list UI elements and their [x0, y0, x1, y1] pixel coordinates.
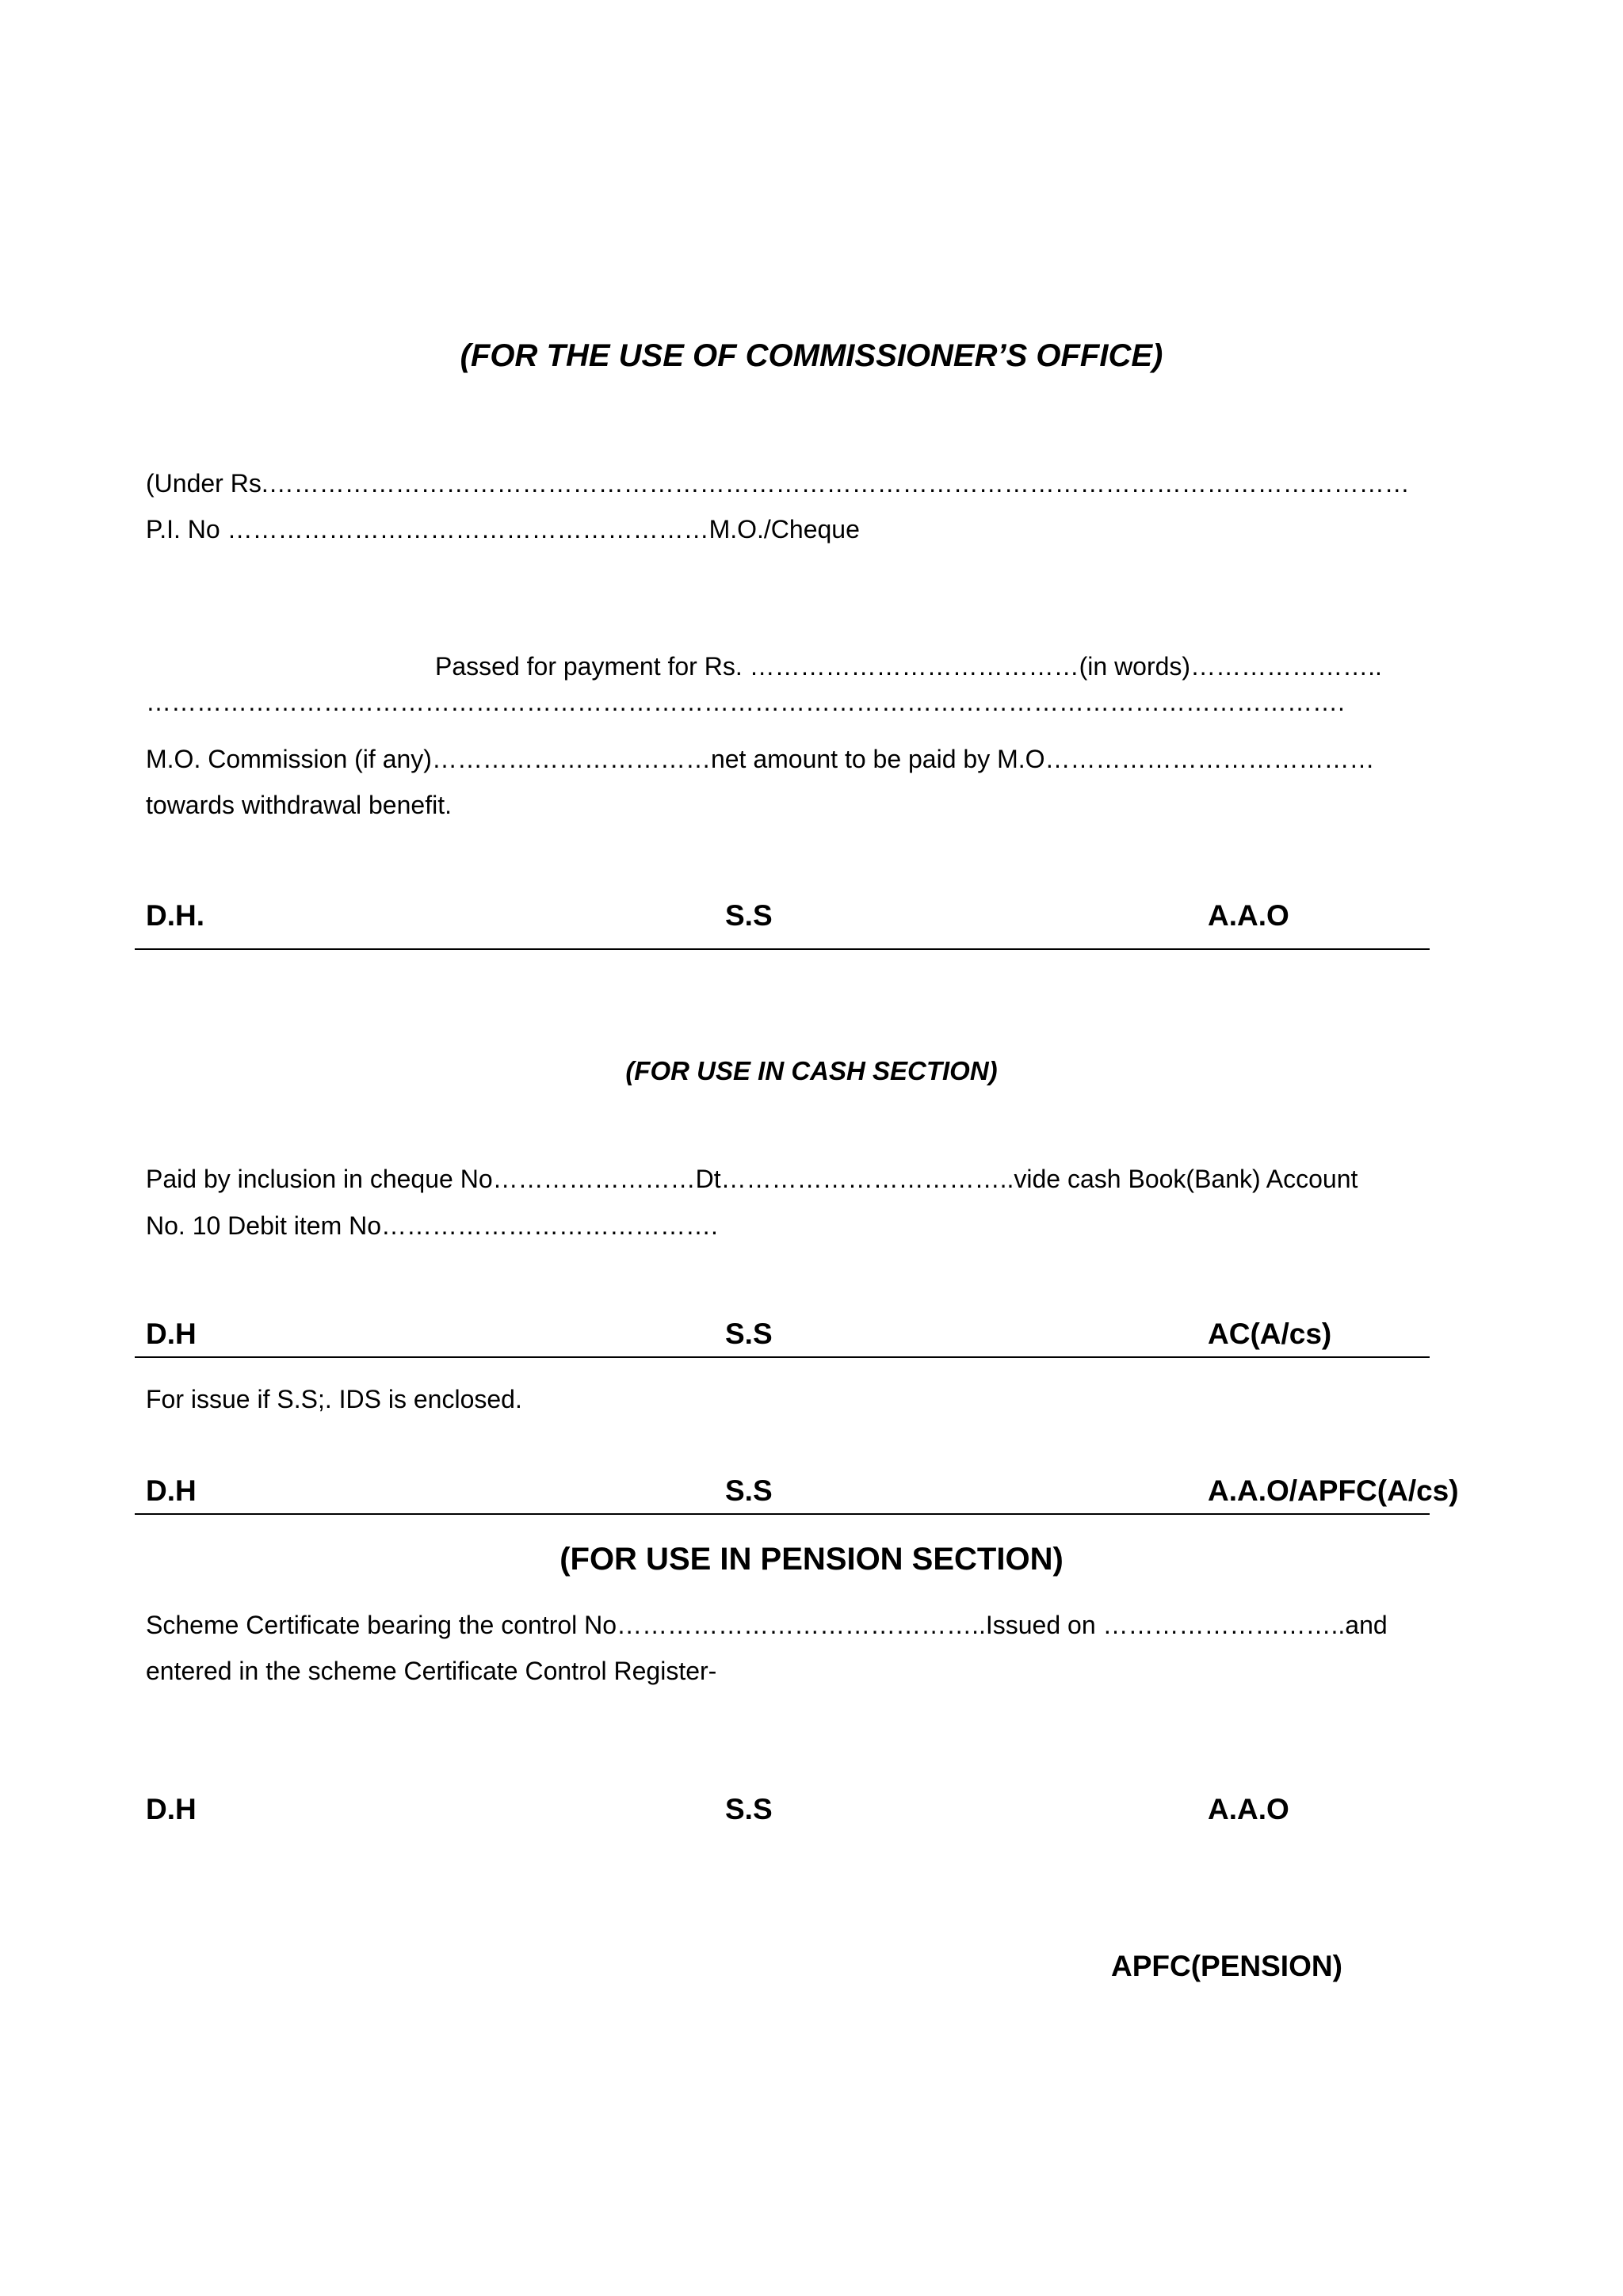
signature-aao: A.A.O — [1208, 1793, 1289, 1825]
paid-by-inclusion-line: Paid by inclusion in cheque No……………………Dt……………………………..vide cash Book(Bank) Account — [146, 1165, 1358, 1193]
debit-item-line: No. 10 Debit item No…………………………………. — [146, 1211, 718, 1240]
signature-aao-apfc-acs: A.A.O/APFC(A/cs) — [1208, 1474, 1459, 1507]
signature-dh: D.H. — [146, 899, 204, 932]
divider-rule — [135, 1513, 1430, 1515]
signature-ss: S.S — [725, 1793, 773, 1825]
issue-note: For issue if S.S;. IDS is enclosed. — [146, 1385, 522, 1413]
pi-no-line: P.I. No …………………………………………………M.O./Cheque — [146, 515, 860, 543]
towards-line: towards withdrawal benefit. — [146, 791, 452, 819]
signature-ss: S.S — [725, 1318, 773, 1350]
scheme-certificate-line: Scheme Certificate bearing the control No……………………………………..Issued on ………………………..and — [146, 1611, 1388, 1639]
signature-ss: S.S — [725, 899, 773, 932]
commissioner-section-heading: (FOR THE USE OF COMMISSIONER’S OFFICE) — [460, 338, 1163, 373]
apfc-pension-signatory: APFC(PENSION) — [1111, 1950, 1342, 1982]
control-register-line: entered in the scheme Certificate Control Register- — [146, 1657, 717, 1685]
signature-aao: A.A.O — [1208, 899, 1289, 932]
dotted-continuation-line: ……………………………………………………………………………………………………………………………. — [146, 688, 1345, 716]
mo-commission-line: M.O. Commission (if any)……………………………net amount to be paid by M.O………………………………… — [146, 745, 1375, 773]
divider-rule — [135, 1356, 1430, 1358]
signature-dh: D.H — [146, 1318, 197, 1350]
under-rs-line: (Under Rs.……………………………………………………………………………………………………………………… — [146, 469, 1410, 498]
signature-dh: D.H — [146, 1793, 197, 1825]
cash-section-heading: (FOR USE IN CASH SECTION) — [625, 1056, 998, 1085]
signature-ac-acs: AC(A/cs) — [1208, 1318, 1332, 1350]
passed-for-payment-line: Passed for payment for Rs. …………………………………(in words)………………….. — [435, 652, 1382, 681]
divider-rule — [135, 948, 1430, 950]
signature-ss: S.S — [725, 1474, 773, 1507]
pension-section-heading: (FOR USE IN PENSION SECTION) — [559, 1542, 1064, 1577]
signature-dh: D.H — [146, 1474, 197, 1507]
